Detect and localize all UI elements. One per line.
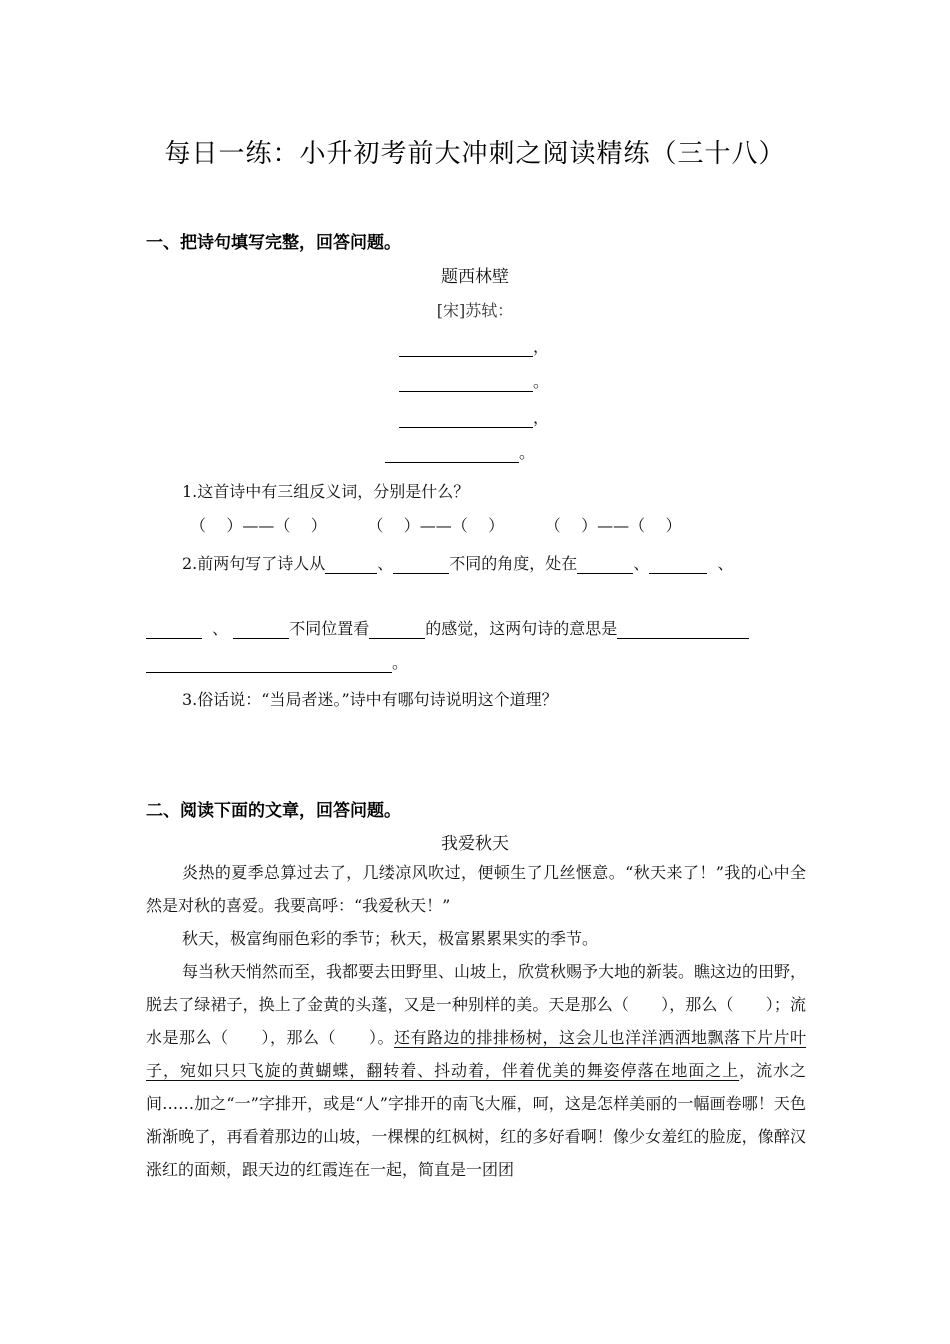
punct: 。: [533, 372, 550, 391]
fill-blank[interactable]: [577, 556, 633, 574]
underlined-sentence: 还有路边的排排杨树，这会儿也洋洋洒洒地飘落下片片叶子，宛如只只飞旋的黄蝴蝶，翻转着、抖动着，伴着优美的舞姿停落在地面之上: [146, 1028, 806, 1080]
fill-blank[interactable]: [233, 621, 289, 639]
poem-blank-line[interactable]: [399, 405, 549, 429]
punct: ，: [533, 337, 550, 356]
fill-blank[interactable]: [325, 556, 377, 574]
question-2-line2: 、 不同位置看 的感觉，这两句诗的意思是: [146, 616, 749, 639]
fill-blank[interactable]: [146, 621, 202, 639]
fill-blank[interactable]: [146, 655, 392, 673]
question-2-line3: 。: [146, 650, 408, 673]
poem-author: [宋]苏轼：: [436, 301, 514, 320]
fill-blank[interactable]: [369, 621, 425, 639]
poem-blank-line[interactable]: [399, 369, 549, 393]
fill-blank[interactable]: [617, 621, 749, 639]
poem-blank-line[interactable]: [399, 334, 549, 358]
question-1-answer-pairs[interactable]: （ ）——（ ） （ ）——（ ） （ ）——（ ）: [190, 516, 682, 535]
poem-title: 题西林壁: [441, 267, 509, 287]
poem-blank-line[interactable]: [385, 440, 535, 464]
punct: ，: [533, 408, 550, 427]
section1-heading: 一、把诗句填写完整，回答问题。: [146, 233, 401, 253]
page-title: 每日一练：小升初考前大冲刺之阅读精练（三十八）: [164, 139, 786, 169]
paragraph-1: 炎热的夏季总算过去了，几缕凉风吹过，便顿生了几丝惬意。“秋天来了！”我的心中全然是对秋的喜爱。我要高呼：“我爱秋天！”: [146, 863, 806, 915]
paragraph-3: 每当秋天悄然而至，我都要去田野里、山坡上，欣赏秋赐予大地的新装。瞧这边的田野，脱去了绿裙子，换上了金黄的头蓬，又是一种别样的美。天是那么（ ），那么（ ）；流水是那么（ ），那么（ ）。还有路边的排排杨树，这会儿也洋洋洒洒地飘落下片片叶子，宛如只只飞旋的黄蝴蝶，翻转着、抖动着，伴着优美的舞姿停落在地面之上，流水之间……加之“一”字排开，或是“人”字排开的南飞大雁，呵，这是怎样美丽的一幅画卷哪！天色渐渐晚了，再看着那边的山坡，一棵棵的红枫树，红的多好看啊！像少女羞红的脸庞，像醉汉涨红的面颊，跟天边的红霞连在一起，简直是一团团: [146, 962, 807, 1179]
question-1: 1.这首诗中有三组反义词，分别是什么？: [182, 482, 470, 501]
article-title: 我爱秋天: [441, 834, 509, 854]
question-2-line1: 2.前两句写了诗人从 、 不同的角度，处在 、 、: [182, 554, 734, 573]
paragraph-2: 秋天，极富绚丽色彩的季节；秋天，极富累累果实的季节。: [182, 929, 599, 948]
punct: 。: [519, 443, 536, 462]
section2-heading: 二、阅读下面的文章，回答问题。: [146, 801, 401, 821]
fill-blank[interactable]: [393, 556, 449, 574]
question-3: 3.俗话说：“当局者迷。”诗中有哪句诗说明这个道理？: [182, 690, 558, 709]
article-body: [146, 856, 806, 1186]
fill-blank[interactable]: [649, 556, 707, 574]
